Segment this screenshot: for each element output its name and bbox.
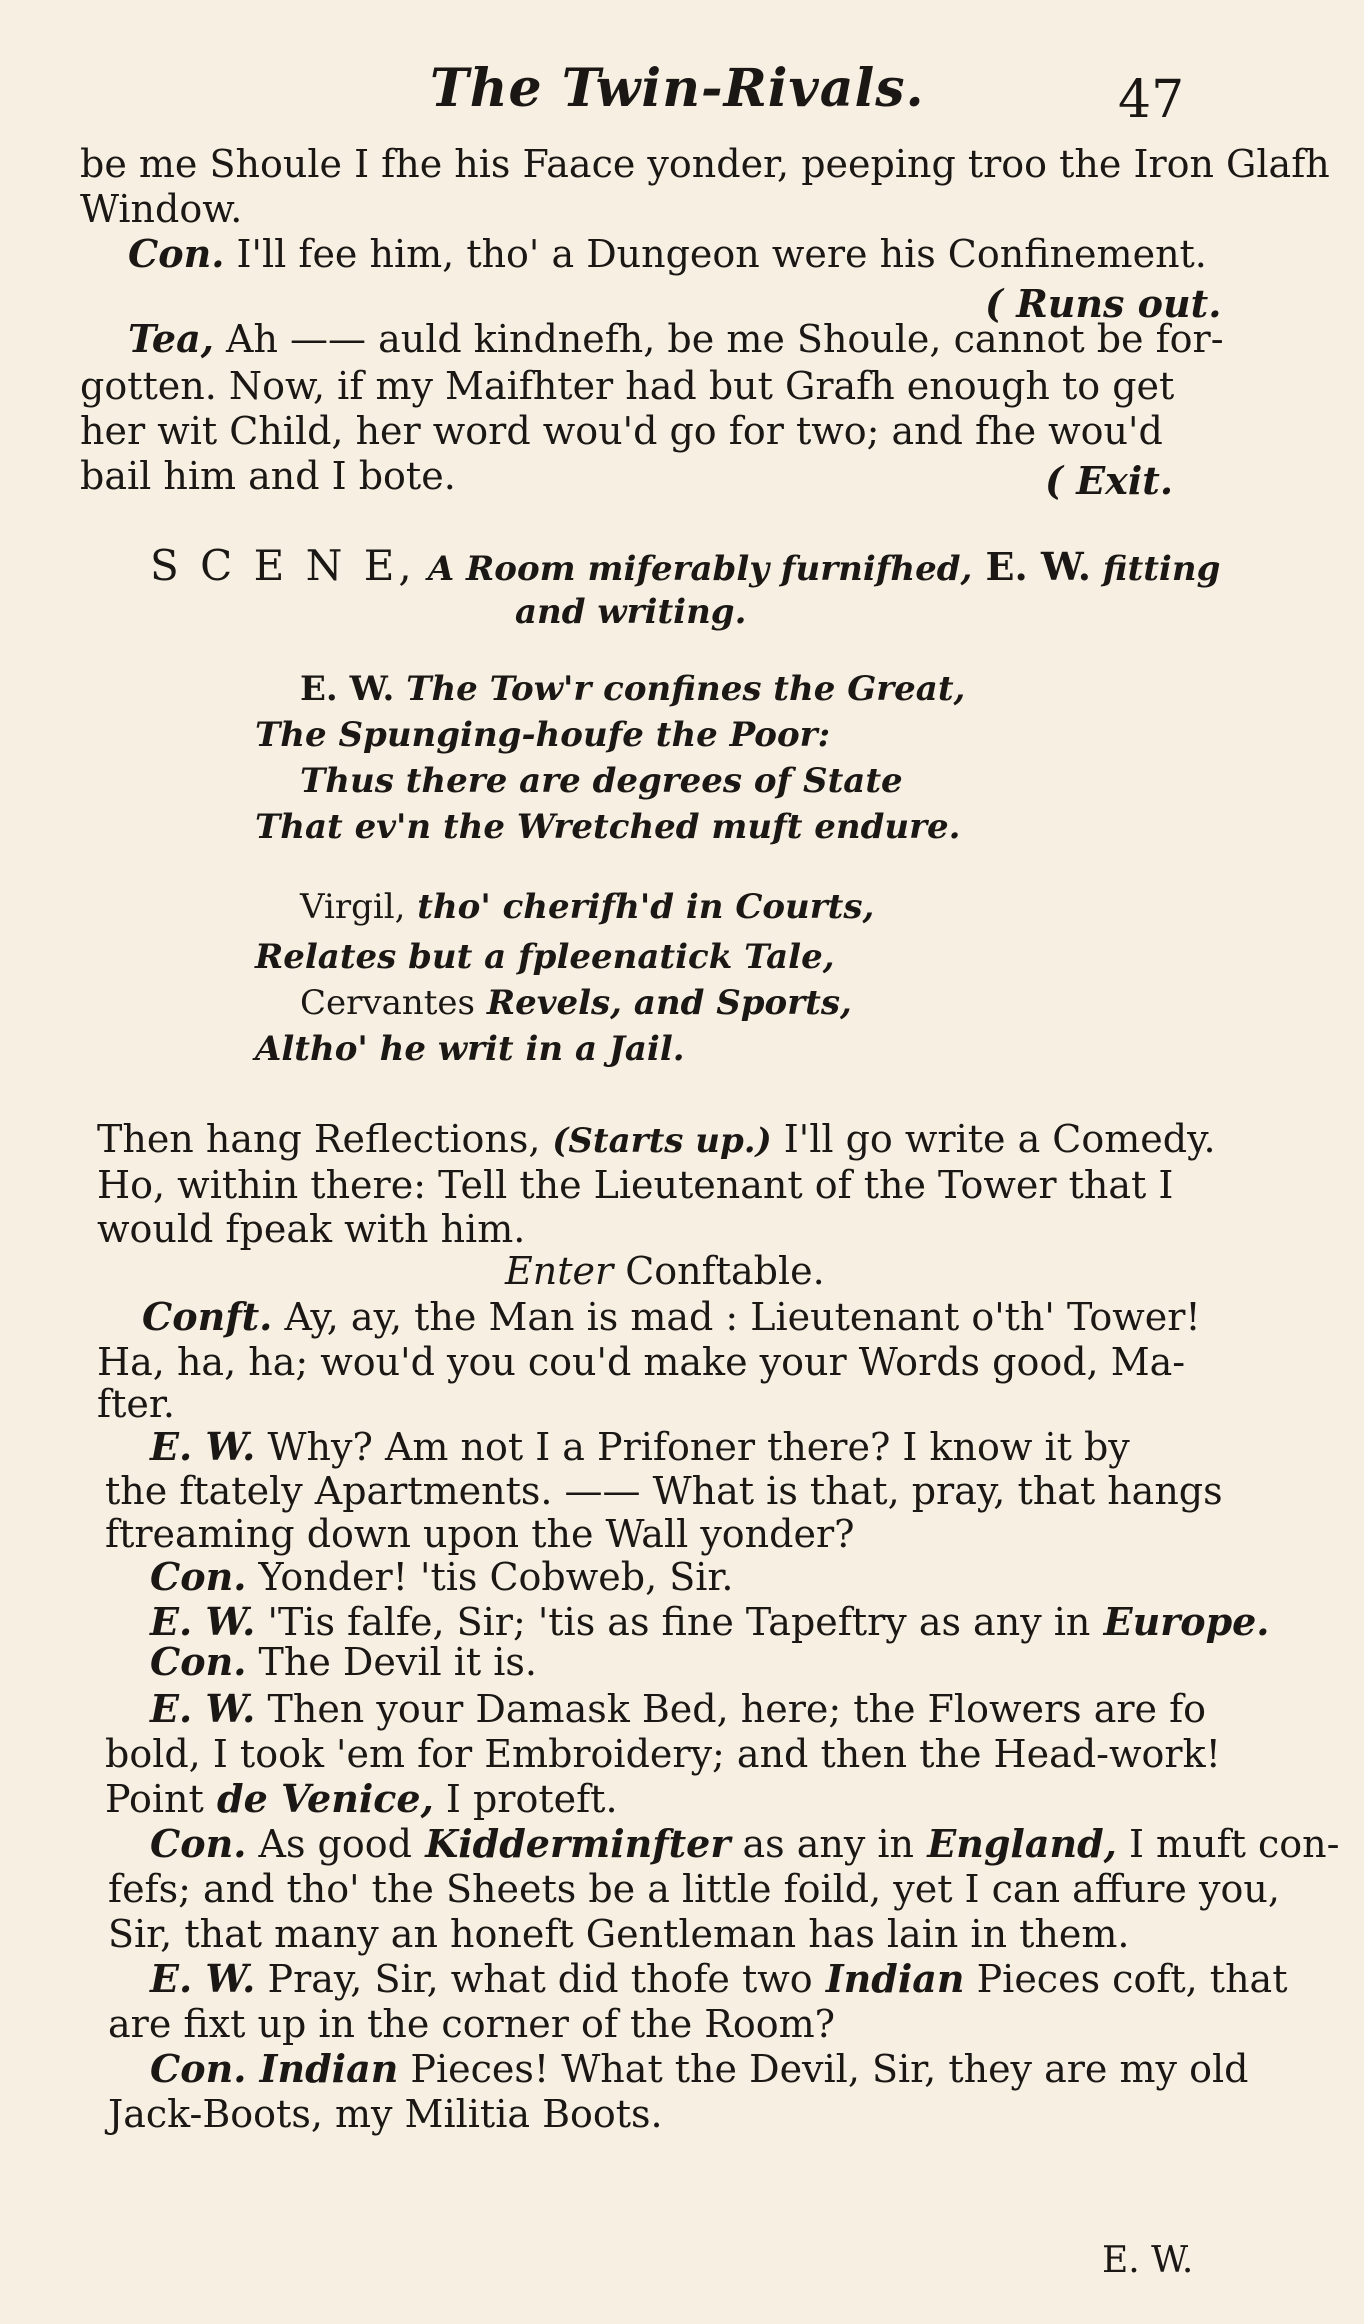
text-line: Sir, that many an honeft Gentleman has lain in them. (108, 1912, 1130, 1956)
running-title: The Twin-Rivals. (430, 58, 925, 119)
verse-line: Virgil, tho' cherifh'd in Courts, (300, 887, 875, 927)
text-line: Conft. Ay, ay, the Man is mad : Lieutenant o'th' Tower! (142, 1294, 1201, 1339)
stage-direction: Enter Conftable. (505, 1249, 825, 1293)
text-line: Jack-Boots, my Militia Boots. (108, 2092, 663, 2136)
text-line: ftreaming down upon the Wall yonder? (105, 1512, 855, 1556)
text-line: Tea, Ah —— auld kindnefh, be me Shoule, cannot be for- (128, 316, 1224, 361)
text-line: bold, I took 'em for Embroidery; and then the Head-work! (105, 1732, 1221, 1776)
stage-direction: ( Exit. (1045, 458, 1174, 503)
text-line: E. W. Then your Damask Bed, here; the Flowers are fo (150, 1686, 1207, 1731)
text-line: Con. The Devil it is. (150, 1639, 537, 1684)
text-line: bail him and I bote. (80, 454, 456, 498)
scene-heading: S C E N E, A Room miferably furnifhed, E. W. fitting (150, 541, 1221, 590)
text-line: E. W. Pray, Sir, what did thofe two Indian Pieces coft, that (150, 1956, 1288, 2001)
page-number: 47 (1118, 70, 1185, 130)
verse-line: Relates but a fpleenatick Tale, (255, 937, 835, 977)
text-line: Con. I'll fee him, tho' a Dungeon were his Confinement. (128, 231, 1207, 276)
catchword: E. W. (1102, 2240, 1194, 2281)
text-line: gotten. Now, if my Maifhter had but Grafh enough to get (80, 364, 1175, 408)
text-line: her wit Child, her word wou'd go for two; and fhe wou'd (80, 409, 1163, 453)
verse-line: Cervantes Revels, and Sports, (300, 983, 852, 1023)
text-line: the ftately Apartments. —— What is that, pray, that hangs (105, 1469, 1223, 1513)
text-line: are fixt up in the corner of the Room? (108, 2002, 836, 2046)
scene-heading-cont: and writing. (515, 592, 747, 632)
text-line: Con. As good Kidderminfter as any in England, I muft con- (150, 1821, 1340, 1866)
text-line: Con. Yonder! 'tis Cobweb, Sir. (150, 1554, 734, 1599)
text-line: Con. Indian Pieces! What the Devil, Sir, they are my old (150, 2046, 1249, 2091)
verse-line: Thus there are degrees of State (300, 761, 903, 801)
text-line: E. W. Why? Am not I a Prifoner there? I know it by (150, 1424, 1130, 1469)
text-line: Window. (80, 187, 243, 231)
text-line: Then hang Reflections, (Starts up.) I'll go write a Comedy. (97, 1117, 1216, 1161)
text-line: Ha, ha, ha; wou'd you cou'd make your Words good, Ma- (97, 1340, 1186, 1384)
text-line: would fpeak with him. (97, 1207, 526, 1251)
text-line: fter. (97, 1382, 175, 1426)
text-line: be me Shoule I fhe his Faace yonder, peeping troo the Iron Glafh (80, 142, 1330, 186)
text-line: E. W. 'Tis falfe, Sir; 'tis as fine Tapeftry as any in Europe. (150, 1599, 1270, 1644)
text-line: Ho, within there: Tell the Lieutenant of the Tower that I (97, 1163, 1174, 1207)
text-line: Point de Venice, I proteft. (105, 1776, 618, 1821)
text-line: fefs; and tho' the Sheets be a little foild, yet I can affure you, (108, 1867, 1280, 1911)
verse-line: Altho' he writ in a Jail. (255, 1029, 685, 1069)
stage-direction: ( Runs out. (985, 281, 1222, 326)
verse-line: The Spunging-houfe the Poor: (255, 715, 831, 755)
verse-line: That ev'n the Wretched muft endure. (255, 807, 961, 847)
verse-line: E. W. The Tow'r confines the Great, (300, 669, 966, 709)
